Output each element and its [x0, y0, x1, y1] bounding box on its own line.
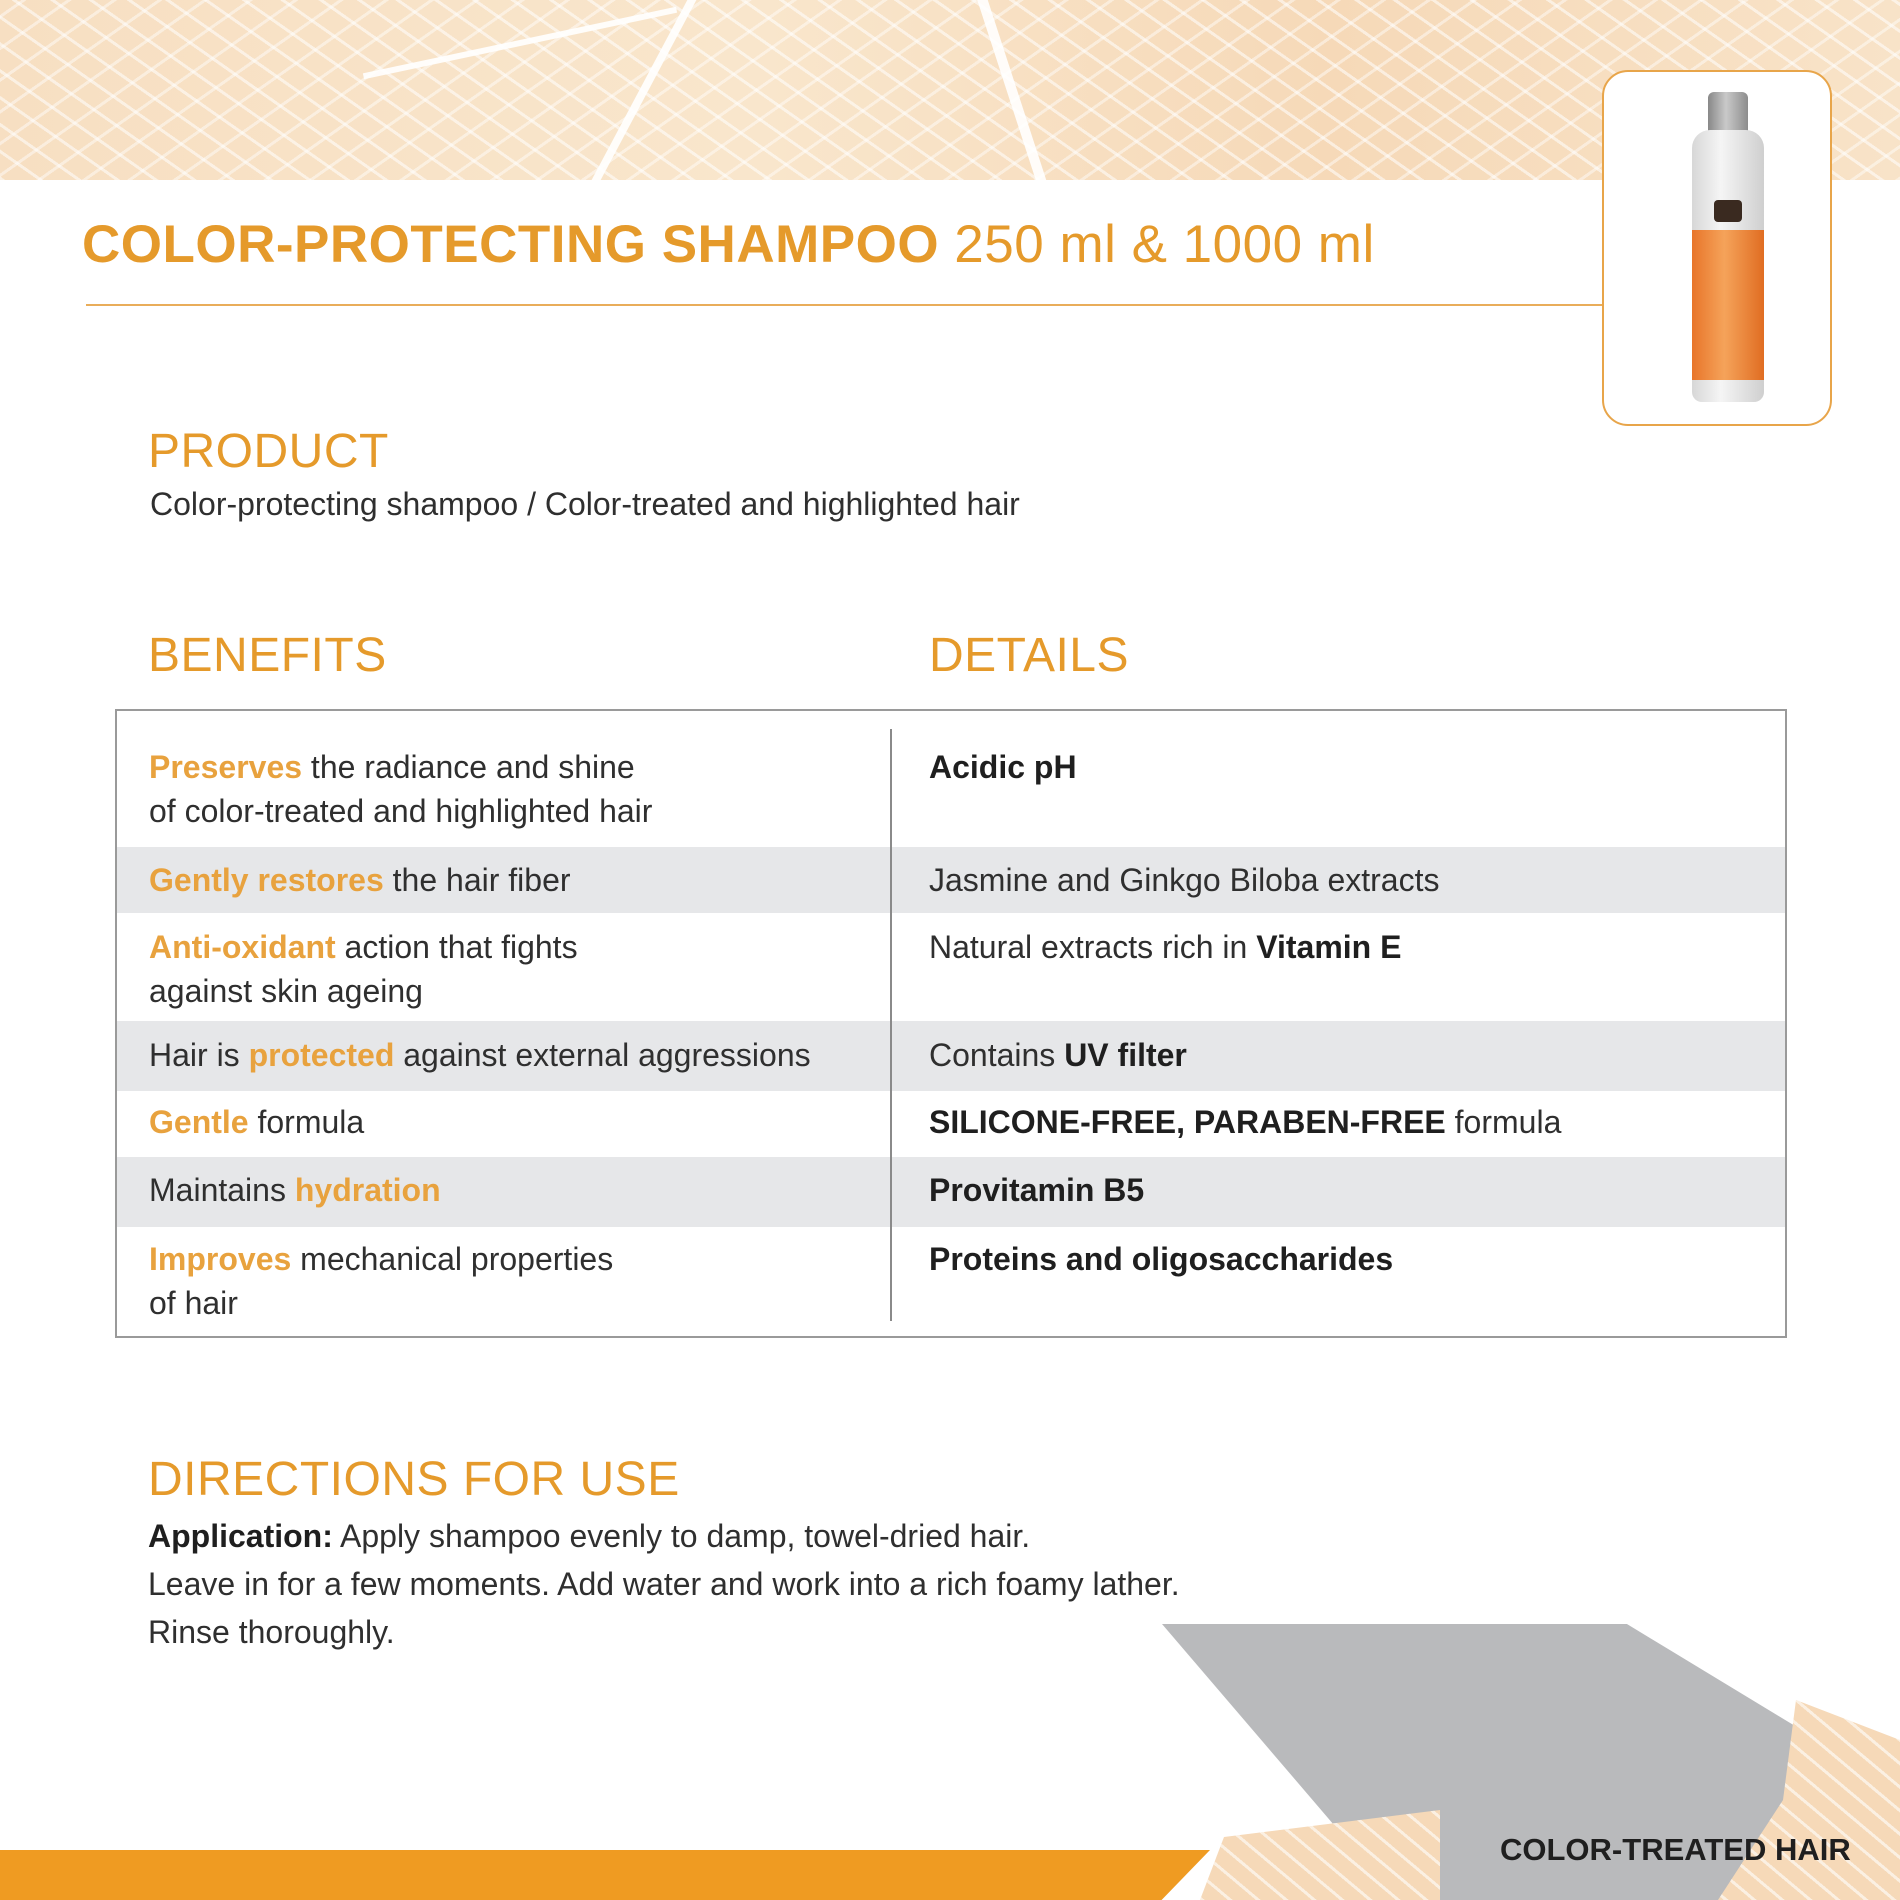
detail-cell [929, 1237, 1393, 1281]
directions-line2: Leave in for a few moments. Add water and work into a rich foamy lather. [148, 1566, 1180, 1602]
detail-cell [929, 1168, 1144, 1212]
detail-cell [929, 1033, 1187, 1077]
benefit-text: the radiance and shine [302, 749, 635, 785]
title-product-name: COLOR-PROTECTING SHAMPOO [82, 215, 940, 274]
detail-text: Jasmine and Ginkgo Biloba extracts [929, 862, 1440, 898]
detail-bold: Acidic pH [929, 749, 1077, 785]
benefits-heading: BENEFITS [148, 629, 387, 682]
application-label: Application: [148, 1518, 333, 1554]
directions-line1: Apply shampoo evenly to damp, towel-dried hair. [332, 1518, 1031, 1554]
table-row [117, 1021, 1785, 1091]
benefit-text: formula [248, 1104, 365, 1140]
detail-cell [929, 745, 1077, 789]
benefit-cell [149, 1168, 441, 1212]
detail-cell [929, 858, 1439, 902]
detail-text: Contains [929, 1037, 1065, 1073]
benefit-cell [149, 925, 578, 1013]
benefit-highlight: protected [248, 1037, 395, 1073]
footer-orange-bar [0, 1850, 1210, 1900]
benefit-highlight: Improves [149, 1241, 292, 1277]
table-row [117, 913, 1785, 1021]
benefit-cell [149, 1100, 364, 1144]
title-volumes: 250 ml & 1000 ml [954, 215, 1375, 274]
detail-bold: Vitamin E [1256, 929, 1402, 965]
detail-bold: SILICONE-FREE, PARABEN-FREE [929, 1104, 1446, 1140]
benefit-highlight: Gentle [149, 1104, 249, 1140]
benefit-text-line2: of color-treated and highlighted hair [149, 793, 653, 829]
directions-heading: DIRECTIONS FOR USE [148, 1453, 680, 1506]
detail-bold: UV filter [1064, 1037, 1187, 1073]
footer-category-label: COLOR-TREATED HAIR [1500, 1832, 1851, 1867]
benefit-text: action that fights [335, 929, 578, 965]
benefit-highlight: Anti-oxidant [149, 929, 336, 965]
benefit-text: against external aggressions [394, 1037, 811, 1073]
benefit-highlight: Preserves [149, 749, 303, 785]
shampoo-bottle-image [1692, 92, 1764, 402]
detail-text: Natural extracts rich in [929, 929, 1257, 965]
benefit-cell [149, 745, 652, 833]
directions-text [148, 1512, 1180, 1656]
bottle-label [1692, 230, 1764, 380]
decorative-leaf [1200, 1810, 1440, 1900]
benefit-text-line2: of hair [149, 1285, 238, 1321]
benefits-details-table [115, 709, 1787, 1338]
benefit-text: mechanical properties [291, 1241, 614, 1277]
table-row [117, 1157, 1785, 1227]
table-row [117, 745, 1785, 855]
detail-text: formula [1445, 1104, 1562, 1140]
detail-cell [929, 925, 1401, 969]
leaf-vein [579, 0, 708, 207]
benefit-highlight: hydration [294, 1172, 441, 1208]
directions-line3: Rinse thoroughly. [148, 1614, 395, 1650]
leaf-vein [973, 0, 1057, 216]
benefit-cell [149, 1033, 811, 1077]
benefit-text: Hair is [149, 1037, 249, 1073]
page-title [82, 214, 1375, 275]
bottle-body [1692, 130, 1764, 402]
detail-bold: Provitamin B5 [929, 1172, 1145, 1208]
product-description: Color-protecting shampoo / Color-treated and highlighted hair [150, 486, 1020, 522]
details-heading: DETAILS [929, 629, 1129, 682]
directions-line [148, 1512, 1180, 1560]
detail-cell [929, 1100, 1561, 1144]
product-heading: PRODUCT [148, 425, 389, 478]
detail-bold: Proteins and oligosaccharides [929, 1241, 1394, 1277]
leaf-vein [363, 7, 677, 79]
table-row [117, 1227, 1785, 1335]
benefit-text: Maintains [149, 1172, 295, 1208]
benefit-text: the hair fiber [383, 862, 571, 898]
benefit-text-line2: against skin ageing [149, 973, 423, 1009]
table-row [117, 847, 1785, 913]
table-row [117, 1091, 1785, 1157]
column-divider [890, 729, 892, 1321]
benefit-cell [149, 858, 571, 902]
bottle-cap [1708, 92, 1748, 134]
benefit-cell [149, 1237, 613, 1325]
product-image-frame [1602, 70, 1832, 426]
brand-logo-mark [1714, 200, 1742, 222]
benefit-highlight: Gently restores [149, 862, 384, 898]
title-underline [86, 304, 1606, 306]
